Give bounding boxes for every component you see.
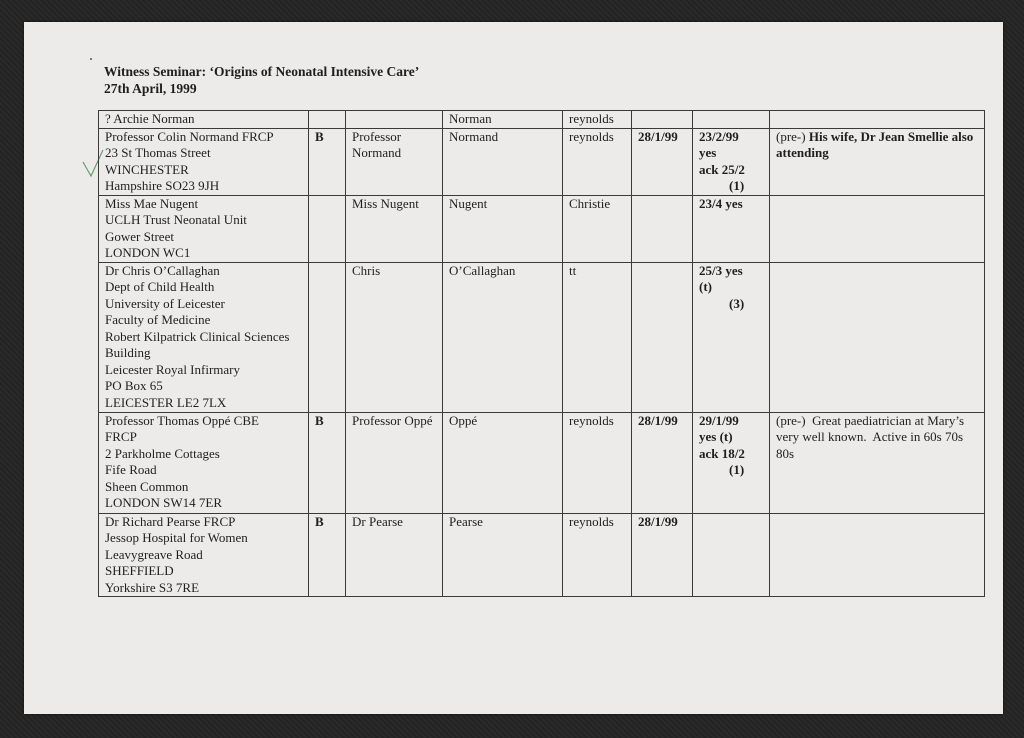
notes-prefix: (pre-) bbox=[776, 412, 813, 428]
notes-cell bbox=[770, 412, 985, 513]
address-line: Dr Chris O’Callaghan bbox=[105, 262, 220, 278]
address-line: Robert Kilpatrick Clinical Sciences bbox=[105, 328, 290, 344]
source-cell bbox=[563, 513, 632, 597]
address-line: LEICESTER LE2 7LX bbox=[105, 394, 227, 410]
reply-line: (t) bbox=[699, 279, 712, 294]
address-line: UCLH Trust Neonatal Unit bbox=[105, 212, 247, 227]
address-cell bbox=[99, 111, 309, 129]
flag-cell bbox=[309, 513, 346, 597]
reply-line: 23/4 yes bbox=[699, 195, 743, 211]
reply-line: (1) bbox=[729, 178, 745, 193]
table-row bbox=[99, 513, 985, 597]
address-line: Professor Colin Normand FRCP bbox=[105, 128, 274, 144]
salutation-cell bbox=[346, 412, 443, 513]
sent-date-text: 28/1/99 bbox=[638, 513, 678, 529]
address-line: LONDON SW14 7ER bbox=[105, 495, 222, 510]
address-line: 23 St Thomas Street bbox=[105, 145, 211, 160]
flag-cell bbox=[309, 111, 346, 129]
table-row bbox=[99, 262, 985, 412]
salutation-text: Miss Nugent bbox=[352, 195, 419, 211]
reply-cell bbox=[693, 262, 770, 412]
table-row bbox=[99, 111, 985, 129]
address-line: Sheen Common bbox=[105, 478, 189, 494]
source-text: reynolds bbox=[569, 128, 614, 144]
salutation-cell bbox=[346, 195, 443, 262]
address-line: Leavygreave Road bbox=[105, 546, 203, 562]
notes-cell bbox=[770, 195, 985, 262]
source-text: reynolds bbox=[569, 111, 614, 126]
address-cell bbox=[99, 195, 309, 262]
salutation-text: Dr Pearse bbox=[352, 513, 403, 529]
flag-cell bbox=[309, 128, 346, 195]
sent-date-cell bbox=[632, 513, 693, 597]
table-row bbox=[99, 412, 985, 513]
notes-cell bbox=[770, 111, 985, 129]
source-text: reynolds bbox=[569, 513, 614, 529]
salutation-cell bbox=[346, 262, 443, 412]
reply-line: 23/2/99 bbox=[699, 128, 739, 144]
address-line: Faculty of Medicine bbox=[105, 312, 211, 327]
table-row bbox=[99, 128, 985, 195]
surname-text: O’Callaghan bbox=[449, 262, 516, 278]
sent-date-cell bbox=[632, 262, 693, 412]
flag-text: B bbox=[315, 513, 324, 529]
flag-cell bbox=[309, 195, 346, 262]
paper-speck bbox=[90, 58, 92, 60]
address-line: ? Archie Norman bbox=[105, 111, 195, 126]
salutation-text: Chris bbox=[352, 262, 381, 278]
source-cell bbox=[563, 111, 632, 129]
surname-cell bbox=[443, 513, 563, 597]
sent-date-text: 28/1/99 bbox=[638, 412, 678, 428]
document-header bbox=[104, 63, 419, 97]
notes-cell bbox=[770, 513, 985, 597]
address-cell bbox=[99, 128, 309, 195]
source-cell bbox=[563, 195, 632, 262]
sent-date-cell bbox=[632, 111, 693, 129]
source-cell bbox=[563, 128, 632, 195]
reply-line: 25/3 yes bbox=[699, 262, 743, 278]
flag-cell bbox=[309, 262, 346, 412]
surname-text: Pearse bbox=[449, 513, 483, 529]
notes-cell bbox=[770, 262, 985, 412]
sent-date-cell bbox=[632, 195, 693, 262]
flag-text: B bbox=[315, 128, 324, 144]
surname-text: Norman bbox=[449, 111, 492, 126]
sent-date-text: 28/1/99 bbox=[638, 128, 678, 144]
reply-cell bbox=[693, 128, 770, 195]
notes-prefix: (pre-) bbox=[776, 128, 809, 144]
document-title: Witness Seminar: ‘Origins of Neonatal Intensive Care’ bbox=[104, 64, 420, 79]
table-row bbox=[99, 195, 985, 262]
notes-cell bbox=[770, 128, 985, 195]
source-cell bbox=[563, 262, 632, 412]
flag-text: B bbox=[315, 412, 324, 428]
reply-cell bbox=[693, 513, 770, 597]
address-line: Dept of Child Health bbox=[105, 279, 215, 294]
reply-line: ack 18/2 bbox=[699, 445, 745, 461]
reply-line: ack 25/2 bbox=[699, 161, 745, 177]
surname-cell bbox=[443, 412, 563, 513]
reply-cell bbox=[693, 412, 770, 513]
salutation-cell bbox=[346, 128, 443, 195]
sent-date-cell bbox=[632, 128, 693, 195]
sent-date-cell bbox=[632, 412, 693, 513]
reply-line: 29/1/99 bbox=[699, 412, 739, 428]
notes-text: His wife, Dr Jean Smellie also attending bbox=[776, 128, 977, 160]
address-line: Professor Thomas Oppé CBE bbox=[105, 412, 259, 428]
surname-text: Oppé bbox=[449, 412, 478, 428]
address-line: FRCP bbox=[105, 429, 137, 444]
address-cell bbox=[99, 513, 309, 597]
address-line: LONDON WC1 bbox=[105, 245, 191, 260]
address-line: Building bbox=[105, 345, 151, 360]
address-line: Hampshire SO23 9JH bbox=[105, 178, 220, 193]
document-date: 27th April, 1999 bbox=[104, 81, 197, 96]
address-cell bbox=[99, 412, 309, 513]
reply-line: yes bbox=[699, 145, 717, 160]
reply-line: yes (t) bbox=[699, 429, 733, 444]
surname-cell bbox=[443, 262, 563, 412]
address-line: Yorkshire S3 7RE bbox=[105, 579, 200, 595]
invitee-table bbox=[98, 110, 985, 597]
address-line: 2 Parkholme Cottages bbox=[105, 445, 220, 461]
address-line: Leicester Royal Infirmary bbox=[105, 361, 240, 377]
salutation-text: Professor Oppé bbox=[352, 412, 433, 428]
reply-cell bbox=[693, 111, 770, 129]
address-line: Miss Mae Nugent bbox=[105, 195, 199, 211]
notes-text: Great paediatrician at Mary’s very well known. Active in 60s 70s 80s bbox=[776, 412, 968, 461]
salutation-cell bbox=[346, 111, 443, 129]
surname-cell bbox=[443, 111, 563, 129]
surname-cell bbox=[443, 128, 563, 195]
address-line: WINCHESTER bbox=[105, 161, 189, 177]
source-text: tt bbox=[569, 262, 577, 278]
address-line: Jessop Hospital for Women bbox=[105, 530, 248, 545]
flag-cell bbox=[309, 412, 346, 513]
reply-line: (1) bbox=[729, 462, 745, 477]
address-line: SHEFFIELD bbox=[105, 563, 174, 578]
address-line: University of Leicester bbox=[105, 295, 225, 311]
reply-line: (3) bbox=[729, 295, 745, 311]
address-line: Fife Road bbox=[105, 462, 157, 477]
address-line: Dr Richard Pearse FRCP bbox=[105, 513, 236, 529]
address-line: PO Box 65 bbox=[105, 378, 163, 393]
source-cell bbox=[563, 412, 632, 513]
surname-text: Normand bbox=[449, 128, 499, 144]
source-text: reynolds bbox=[569, 412, 614, 428]
salutation-text: Professor Normand bbox=[352, 128, 402, 160]
salutation-cell bbox=[346, 513, 443, 597]
reply-cell bbox=[693, 195, 770, 262]
source-text: Christie bbox=[569, 195, 611, 211]
surname-cell bbox=[443, 195, 563, 262]
address-cell bbox=[99, 262, 309, 412]
surname-text: Nugent bbox=[449, 195, 488, 211]
address-line: Gower Street bbox=[105, 228, 174, 244]
